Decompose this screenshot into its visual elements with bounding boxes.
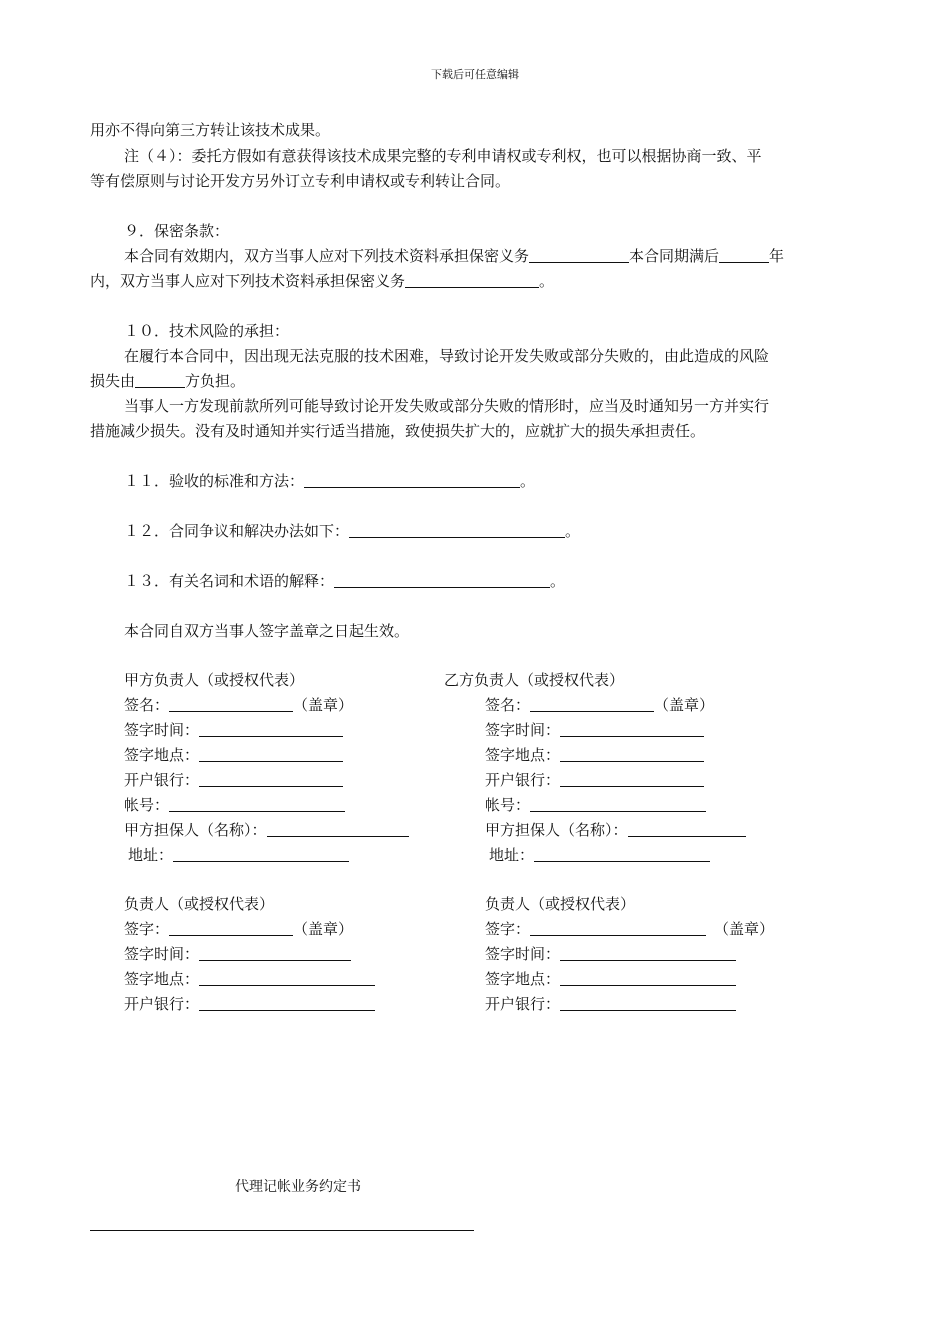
blank-field <box>560 772 704 787</box>
party-b-title: 乙方负责人（或授权代表） <box>444 671 625 689</box>
blank-field <box>169 697 293 712</box>
blank-field <box>169 797 345 812</box>
right-signature <box>485 919 774 939</box>
blank-field <box>334 573 550 588</box>
blank-field <box>135 373 185 388</box>
section-9-text-e: 。 <box>539 272 555 290</box>
party-b-guarantor <box>485 820 746 840</box>
blank-field <box>560 946 736 961</box>
party-b-sign-time <box>485 720 704 740</box>
seal-label: （盖章） <box>714 920 775 938</box>
section-13-label: １３．有关名词和术语的解释： <box>124 572 335 590</box>
party-a-guarantor <box>124 820 409 840</box>
section-12-label: １２．合同争议和解决办法如下： <box>124 522 350 540</box>
section-10-title: １０．技术风险的承担： <box>124 322 290 340</box>
label: 地址： <box>489 846 535 864</box>
party-a-bank <box>124 770 343 790</box>
party-a-address <box>128 845 349 865</box>
next-document-title: 代理记帐业务约定书 <box>235 1179 361 1195</box>
blank-field <box>199 722 343 737</box>
seal-label: （盖章） <box>293 920 354 938</box>
label: 签名： <box>485 696 531 714</box>
left-signature <box>124 919 353 939</box>
label: 签字地点： <box>124 746 200 764</box>
right-bank <box>485 994 736 1014</box>
party-b-address <box>489 845 710 865</box>
blank-field <box>349 523 565 538</box>
right-sign-time <box>485 944 736 964</box>
section-10-line-1: 在履行本合同中，因出现无法克服的技术困难，导致讨论开发失败或部分失败的，由此造成的风险 <box>124 347 770 365</box>
left-sign-place <box>124 969 375 989</box>
label: 签字地点： <box>485 746 561 764</box>
blank-field <box>169 921 293 936</box>
section-9-text-b: 本合同期满后 <box>629 247 720 265</box>
blank-field <box>560 747 704 762</box>
party-a-sign-name <box>124 695 353 715</box>
label: 开户银行： <box>124 995 200 1013</box>
right-resp-title: 负责人（或授权代表） <box>485 895 636 913</box>
left-sign-time <box>124 944 351 964</box>
section-9-line-1 <box>124 246 784 266</box>
continuation-line: 用亦不得向第三方转让该技术成果。 <box>90 121 331 139</box>
blank-field <box>560 971 736 986</box>
party-a-account <box>124 795 345 815</box>
label: 开户银行： <box>124 771 200 789</box>
label: 签字地点： <box>485 970 561 988</box>
period: 。 <box>550 572 566 590</box>
left-bank <box>124 994 375 1014</box>
right-sign-place <box>485 969 736 989</box>
party-a-sign-place <box>124 745 343 765</box>
party-b-sign-name <box>485 695 714 715</box>
blank-field <box>530 921 706 936</box>
note-4-line-1: 注（４）：委托方假如有意获得该技术成果完整的专利申请权或专利权，也可以根据协商一致、平 <box>124 147 762 165</box>
section-10-text-b: 方负担。 <box>185 372 246 390</box>
section-9-text-a: 本合同有效期内，双方当事人应对下列技术资料承担保密义务 <box>124 247 530 265</box>
section-11-label: １１．验收的标准和方法： <box>124 472 305 490</box>
section-9-text-d: 内，双方当事人应对下列技术资料承担保密义务 <box>90 272 406 290</box>
left-resp-title: 负责人（或授权代表） <box>124 895 275 913</box>
section-9-title: ９．保密条款： <box>124 222 230 240</box>
seal-label: （盖章） <box>293 696 354 714</box>
section-12 <box>124 521 580 541</box>
party-a-title: 甲方负责人（或授权代表） <box>124 671 305 689</box>
blank-field <box>304 473 520 488</box>
section-10-line-4: 措施减少损失。没有及时通知并实行适当措施，致使损失扩大的，应就扩大的损失承担责任。 <box>90 422 706 440</box>
blank-field <box>199 772 343 787</box>
blank-field <box>267 822 409 837</box>
label: 签字： <box>485 920 531 938</box>
blank-field <box>560 996 736 1011</box>
seal-label: （盖章） <box>654 696 715 714</box>
blank-field <box>199 996 375 1011</box>
label: 甲方担保人（名称）： <box>124 821 267 839</box>
note-4-line-2: 等有偿原则与讨论开发方另外订立专利申请权或专利转让合同。 <box>90 172 511 190</box>
label: 签字： <box>124 920 170 938</box>
label: 帐号： <box>124 796 170 814</box>
section-11 <box>124 471 535 491</box>
page-header: 下载后可任意编辑 <box>431 68 519 81</box>
section-13 <box>124 571 565 591</box>
blank-field <box>560 722 704 737</box>
label: 签名： <box>124 696 170 714</box>
period: 。 <box>565 522 581 540</box>
label: 地址： <box>128 846 174 864</box>
blank-field <box>529 248 629 263</box>
party-a-sign-time <box>124 720 343 740</box>
footer-rule <box>90 1230 474 1231</box>
label: 签字时间： <box>124 721 200 739</box>
party-b-bank <box>485 770 704 790</box>
section-9-line-2 <box>90 271 554 291</box>
label: 签字时间： <box>124 945 200 963</box>
blank-field <box>405 273 539 288</box>
blank-field <box>173 847 349 862</box>
blank-field <box>530 697 654 712</box>
blank-field <box>199 747 343 762</box>
blank-field <box>530 797 706 812</box>
section-10-line-3: 当事人一方发现前款所列可能导致讨论开发失败或部分失败的情形时，应当及时通知另一方并实行 <box>124 397 770 415</box>
label: 签字时间： <box>485 721 561 739</box>
blank-field <box>534 847 710 862</box>
label: 签字地点： <box>124 970 200 988</box>
label: 开户银行： <box>485 995 561 1013</box>
label: 甲方担保人（名称）： <box>485 821 628 839</box>
period: 。 <box>520 472 536 490</box>
effective-clause: 本合同自双方当事人签字盖章之日起生效。 <box>124 622 410 640</box>
section-9-text-c: 年 <box>769 247 785 265</box>
party-b-account <box>485 795 706 815</box>
section-10-line-2 <box>90 371 245 391</box>
label: 签字时间： <box>485 945 561 963</box>
blank-field <box>628 822 746 837</box>
blank-field <box>719 248 769 263</box>
blank-field <box>199 971 375 986</box>
label: 帐号： <box>485 796 531 814</box>
label: 开户银行： <box>485 771 561 789</box>
section-10-text-a: 损失由 <box>90 372 136 390</box>
blank-field <box>199 946 351 961</box>
party-b-sign-place <box>485 745 704 765</box>
